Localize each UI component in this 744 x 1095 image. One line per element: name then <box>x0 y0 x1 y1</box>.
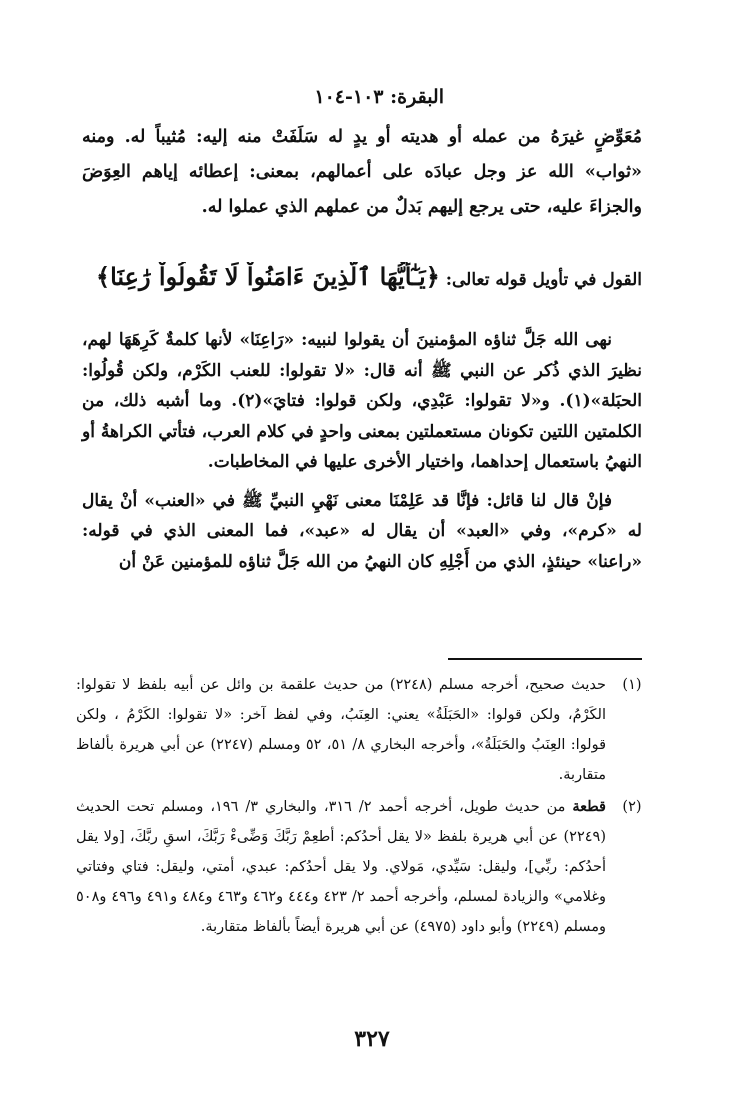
opening-paragraph: مُعَوِّضٍ غيرَهُ من عمله أو هديته أو يدٍ له سَلَفَتْ منه إليه: مُثيباً له. ومنه «ثواب» الله عز وجل عبادَه على أعمالهم، بمعنى: إعطائه إياهم العِوَضَ والجزاءَ عليه، حتى يرجع إليهم بَدلٌ من عملهم الذي عملوا له. <box>82 127 642 217</box>
main-paragraph: فإنْ قال لنا قائل: فإنَّا قد عَلِمْنَا معنى نَهْيِ النبيِّ ﷺ في «العنب» أنْ يقال له «كرم»، وفي «العبد» أن يقال له «عبد»، فما المعنى الذي في قوله: «راعنا» حينئذٍ، الذي من أَجْلِهِ كان النهيُ من الله جَلَّ ثناؤه للمؤمنين عَنْ أن <box>82 490 642 572</box>
footnote-text: من حديث طويل، أخرجه أحمد ٢/ ٣١٦، والبخاري ٣/ ١٩٦، ومسلم تحت الحديث (٢٢٤٩) عن أبي هريرة بلفظ «لا يقل أحدُكم: أطعِمْ رَبَّكَ وَضِّىءْ رَبَّكَ، اسقِ ربَّكَ، [ولا يقل أحدُكم: ربِّي]، وليقل: سَيِّدي، مَولاي. ولا يقل أحدُكم: عبدي، أمتي، وليقل: فتاي وفتاتي وغلامي» والزيادة لمسلم، وأخرجه أحمد ٢/ ٤٢٣ و٤٤٤ و٤٦٢ و٤٦٣ و٤٨٤ و٤٩١ و٤٩٦ و٥٠٨ ومسلم (٢٢٤٩) وأبو داود (٤٩٧٥) عن أبي هريرة أيضاً بألفاظ متقاربة. <box>76 799 606 935</box>
opening-text-block <box>82 120 642 225</box>
quranic-verse: ﴿يَـٰٓأَيُّهَا ٱلَّذِينَ ءَامَنُواْ لَا تَقُولُواْ رَٰعِنَا﴾ <box>96 262 440 291</box>
main-paragraph: نهى الله جَلَّ ثناؤه المؤمنينَ أن يقولوا لنبيه: «رَاعِنَا» لأنها كلمةٌ كَرِهَهَا لهم، نظيرَ الذي ذُكر عن النبي ﷺ أنه قال: «لا تقولوا: للعنب الكَرْم، ولكن قُولُوا: الحبَلة»(١). و«لا تقولوا: عَبْدِي، ولكن قولوا: فتايَ»(٢). وما أشبه ذلك، من الكلمتين اللتين تكونان مستعملتين بمعنى واحدٍ في كلام العرب، فتأتي الكراهةُ أو النهيُ باستعمال إحداهما، واختيار الأخرى عليها في المخاطبات. <box>82 330 642 472</box>
footnote-text: حديث صحيح، أخرجه مسلم (٢٢٤٨) من حديث علقمة بن وائل عن أبيه بلفظ لا تقولوا: الكَرْمُ، ولكن قولوا: «الحَبَلَةُ» يعني: العِنَبُ، وفي لفظ آخر: «لا تقولوا: الكَرْمُ ، ولكن قولوا: العِنَبُ والحَبَلَةُ»، وأخرجه البخاري ٨/ ٥١، ٥٢ ومسلم (٢٢٤٧) عن أبي هريرة بألفاظ متقاربة. <box>76 677 607 783</box>
footnote-separator <box>448 658 642 660</box>
footnote-lead-word: قطعة <box>572 798 606 815</box>
footnote-number: (١) <box>622 677 642 693</box>
main-text-block <box>82 325 642 577</box>
footnotes-block <box>76 670 648 942</box>
footnote-body <box>76 792 606 942</box>
running-header-title: البقرة: ١٠٣-١٠٤ <box>314 86 444 108</box>
footnote-number: (٢) <box>622 799 642 815</box>
section-heading <box>82 262 642 306</box>
footnote-item <box>76 792 648 942</box>
section-heading-prefix: القول في تأويل قوله تعالى: <box>445 270 642 290</box>
page-number: ٣٢٧ <box>354 1026 390 1052</box>
footnote-item <box>76 670 648 790</box>
